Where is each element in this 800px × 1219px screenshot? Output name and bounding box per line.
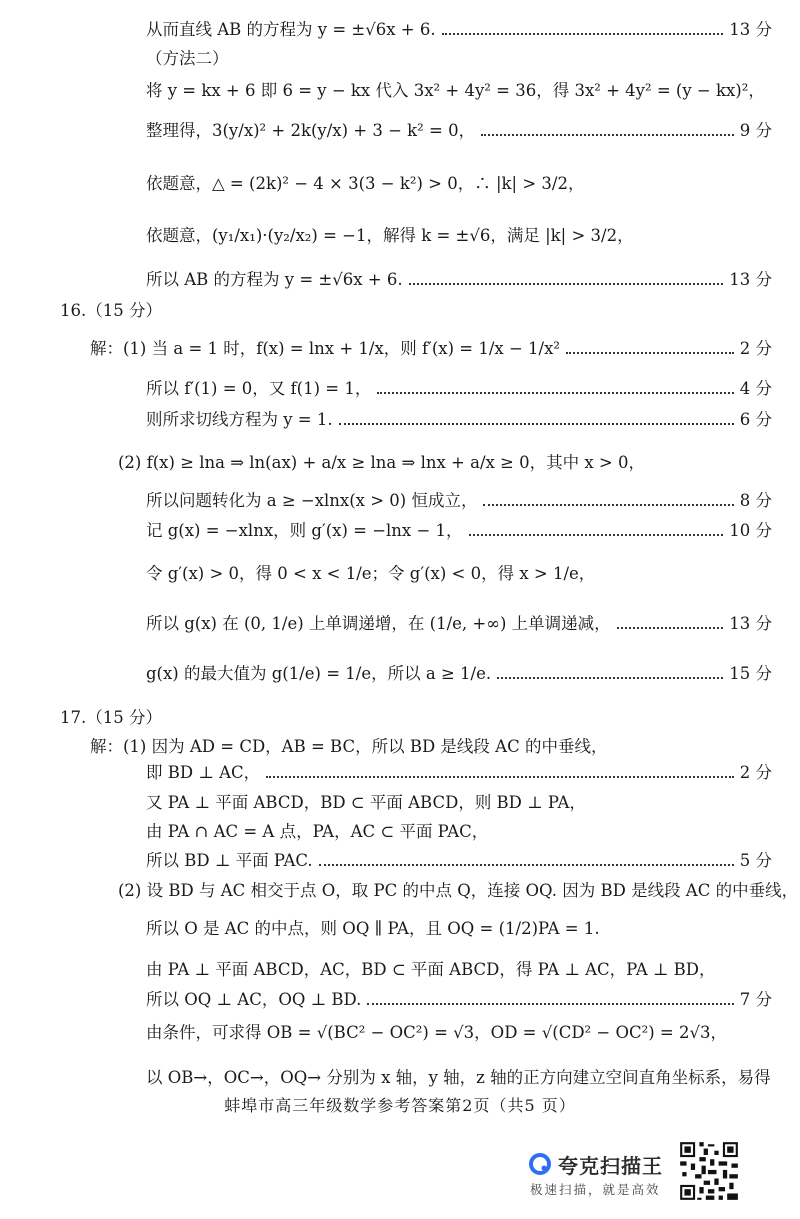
- line-ab-equation-2: 所以 AB 的方程为 y = ±√6x + 6. 13 分: [146, 270, 772, 289]
- score: 7 分: [739, 990, 772, 1009]
- line-17-1-perp-bisector: 解：(1) 因为 AD = CD，AB = BC，所以 BD 是线段 AC 的中垂线，: [90, 737, 608, 756]
- line-simplify: 整理得，3(y/x)² + 2k(y/x) + 3 − k² = 0， 9 分: [146, 121, 772, 140]
- watermark-subtitle: 极速扫描，就是高效: [530, 1182, 661, 1197]
- line-solve-k: 依题意，(y₁/x₁)·(y₂/x₂) = −1，解得 k = ±√6，满足 |k| > 3/2，: [146, 226, 634, 245]
- line-16-2-convert: 所以问题转化为 a ≥ −xlnx(x > 0) 恒成立， 8 分: [146, 491, 772, 510]
- score: 6 分: [739, 410, 772, 429]
- score: 13 分: [729, 20, 772, 39]
- line-17-2-setup: (2) 设 BD 与 AC 相交于点 O，取 PC 的中点 Q，连接 OQ. 因为 BD 是线段 AC 的中垂线，: [118, 881, 799, 900]
- line-16-1-value: 所以 f′(1) = 0，又 f(1) = 1， 4 分: [146, 379, 772, 398]
- score: 15 分: [729, 664, 772, 683]
- line-substitute: 将 y = kx + 6 即 6 = y − kx 代入 3x² + 4y² = 36，得 3x² + 4y² = (y − kx)²，: [146, 81, 765, 100]
- line-16-1-tangent: 则所求切线方程为 y = 1. 6 分: [146, 410, 772, 429]
- scanner-logo-icon: [528, 1152, 552, 1176]
- line-17-1-intersect: 由 PA ∩ AC = A 点，PA，AC ⊂ 平面 PAC，: [146, 822, 489, 841]
- line-17-2-perp: 由 PA ⊥ 平面 ABCD，AC，BD ⊂ 平面 ABCD，得 PA ⊥ AC，PA ⊥ BD，: [146, 960, 716, 979]
- problem-16-heading: 16.（15 分）: [60, 301, 162, 320]
- line-16-2-transform: (2) f(x) ≥ lna ⇒ ln(ax) + a/x ≥ lna ⇒ lnx + a/x ≥ 0，其中 x > 0，: [118, 453, 645, 472]
- score: 9 分: [739, 121, 772, 140]
- line-16-2-define-g: 记 g(x) = −xlnx，则 g′(x) = −lnx − 1， 10 分: [146, 521, 772, 540]
- score: 2 分: [739, 763, 772, 782]
- score: 2 分: [739, 339, 772, 358]
- line-17-1-conclusion: 所以 BD ⊥ 平面 PAC. 5 分: [146, 851, 772, 870]
- line-16-1-derivative: 解：(1) 当 a = 1 时，f(x) = lnx + 1/x，则 f′(x) = 1/x − 1/x² 2 分: [90, 339, 772, 358]
- score: 13 分: [729, 614, 772, 633]
- line-16-2-sign: 令 g′(x) > 0，得 0 < x < 1/e；令 g′(x) < 0，得 x > 1/e，: [146, 564, 596, 583]
- page-footer: 蚌埠市高三年级数学参考答案第2页（共5 页）: [224, 1096, 576, 1115]
- score: 8 分: [739, 491, 772, 510]
- score: 10 分: [729, 521, 772, 540]
- score: 5 分: [739, 851, 772, 870]
- qr-code-icon: [678, 1140, 740, 1202]
- score: 4 分: [739, 379, 772, 398]
- problem-17-heading: 17.（15 分）: [60, 708, 162, 727]
- line-discriminant: 依题意，△ = (2k)² − 4 × 3(3 − k²) > 0，∴ |k| > 3/2，: [146, 174, 585, 193]
- line-17-1-pa-perp: 又 PA ⊥ 平面 ABCD，BD ⊂ 平面 ABCD，则 BD ⊥ PA，: [146, 793, 586, 812]
- line-17-2-oq-perp: 所以 OQ ⊥ AC，OQ ⊥ BD. 7 分: [146, 990, 772, 1009]
- line-17-2-lengths: 由条件，可求得 OB = √(BC² − OC²) = √3，OD = √(CD² − OC²) = 2√3，: [146, 1023, 728, 1042]
- line-16-2-monotonic: 所以 g(x) 在 (0, 1/e) 上单调递增，在 (1/e, +∞) 上单调递减， 13 分: [146, 614, 772, 633]
- line-17-2-midpoint: 所以 O 是 AC 的中点，则 OQ ∥ PA，且 OQ = (1/2)PA = 1.: [146, 919, 600, 938]
- watermark-title: 夸克扫描王: [558, 1154, 663, 1178]
- line-method-two: （方法二）: [146, 49, 229, 68]
- line-17-1-bd-perp-ac: 即 BD ⊥ AC， 2 分: [146, 763, 772, 782]
- score: 13 分: [729, 270, 772, 289]
- line-17-2-coordinates: 以 OB→，OC→，OQ→ 分别为 x 轴，y 轴，z 轴的正方向建立空间直角坐标系，易得: [146, 1068, 771, 1087]
- scanner-watermark: [528, 1150, 678, 1200]
- line-ab-equation-1: 从而直线 AB 的方程为 y = ±√6x + 6. 13 分: [146, 20, 772, 39]
- line-16-2-maximum: g(x) 的最大值为 g(1/e) = 1/e，所以 a ≥ 1/e. 15 分: [146, 664, 772, 683]
